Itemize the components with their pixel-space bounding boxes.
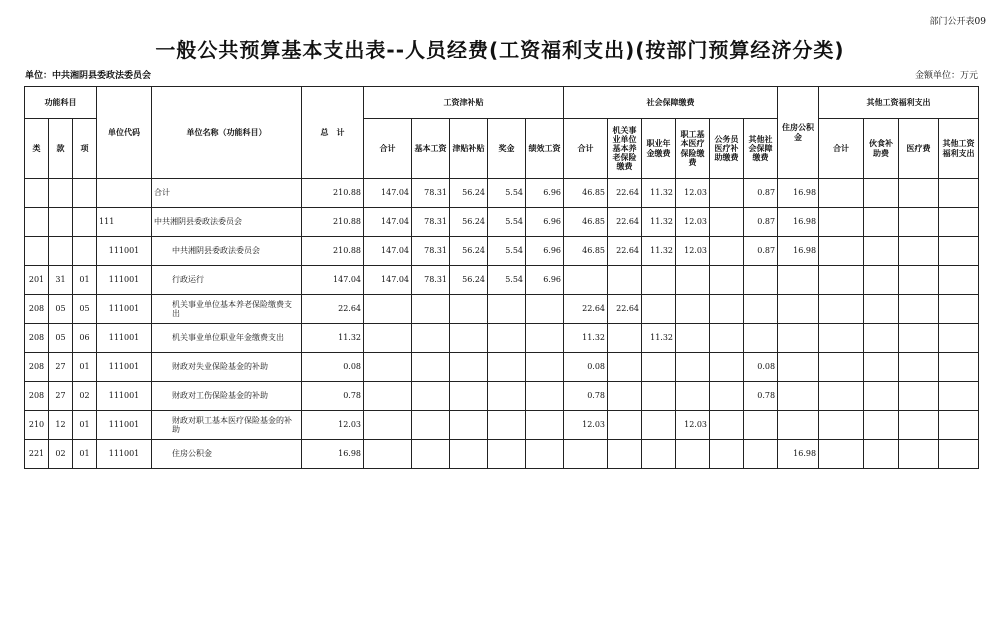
cell-xiang: 01 <box>73 411 97 440</box>
header-other-col: 伙食补助费 <box>864 119 899 179</box>
header-total: 总 计 <box>302 87 364 179</box>
cell-name: 中共湘阴县委政法委员会 <box>152 237 302 266</box>
cell-housing <box>778 266 819 295</box>
cell-kuan: 27 <box>49 353 73 382</box>
cell-s-other: 0.78 <box>744 382 778 411</box>
cell-s-other <box>744 324 778 353</box>
cell-w-bonus <box>488 353 526 382</box>
cell-o-total <box>819 237 864 266</box>
cell-s-other <box>744 411 778 440</box>
cell-total: 0.08 <box>302 353 364 382</box>
cell-w-allow <box>450 440 488 469</box>
table-row <box>25 324 979 353</box>
cell-code: 111001 <box>97 295 152 324</box>
cell-s-total: 0.78 <box>564 382 608 411</box>
header-wage-col: 绩效工资 <box>526 119 564 179</box>
cell-total: 16.98 <box>302 440 364 469</box>
cell-s-total: 0.08 <box>564 353 608 382</box>
cell-housing <box>778 324 819 353</box>
cell-kuan: 02 <box>49 440 73 469</box>
cell-s-total: 12.03 <box>564 411 608 440</box>
cell-w-perf <box>526 324 564 353</box>
cell-w-basic <box>412 411 450 440</box>
cell-w-total <box>364 295 412 324</box>
cell-o-other <box>939 353 979 382</box>
cell-o-other <box>939 208 979 237</box>
cell-s-civil <box>710 411 744 440</box>
cell-w-bonus: 5.54 <box>488 237 526 266</box>
cell-total: 0.78 <box>302 382 364 411</box>
cell-s-medical <box>676 324 710 353</box>
table-body <box>25 179 979 469</box>
cell-s-civil <box>710 237 744 266</box>
cell-w-perf <box>526 411 564 440</box>
cell-lei <box>25 237 49 266</box>
cell-w-bonus: 5.54 <box>488 266 526 295</box>
cell-w-bonus: 5.54 <box>488 179 526 208</box>
cell-w-perf <box>526 440 564 469</box>
header-social-col: 公务员医疗补助缴费 <box>710 119 744 179</box>
cell-s-total: 46.85 <box>564 208 608 237</box>
cell-code <box>97 179 152 208</box>
cell-code: 111001 <box>97 382 152 411</box>
cell-o-medical <box>899 324 939 353</box>
cell-xiang: 02 <box>73 382 97 411</box>
cell-o-total <box>819 179 864 208</box>
cell-w-basic <box>412 440 450 469</box>
cell-w-allow: 56.24 <box>450 237 488 266</box>
cell-s-other: 0.87 <box>744 208 778 237</box>
cell-w-allow <box>450 324 488 353</box>
cell-xiang: 01 <box>73 440 97 469</box>
cell-name: 财政对职工基本医疗保险基金的补助 <box>152 411 302 440</box>
unit-label: 单位：中共湘阴县委政法委员会 <box>25 71 152 81</box>
cell-kuan: 05 <box>49 295 73 324</box>
cell-name: 行政运行 <box>152 266 302 295</box>
cell-w-total: 147.04 <box>364 237 412 266</box>
cell-s-annuity: 11.32 <box>642 237 676 266</box>
cell-o-other <box>939 382 979 411</box>
cell-lei: 208 <box>25 382 49 411</box>
cell-s-pension <box>608 324 642 353</box>
cell-s-pension <box>608 382 642 411</box>
cell-s-civil <box>710 208 744 237</box>
cell-s-medical <box>676 353 710 382</box>
cell-lei: 201 <box>25 266 49 295</box>
cell-o-other <box>939 411 979 440</box>
cell-housing: 16.98 <box>778 208 819 237</box>
table-row <box>25 295 979 324</box>
header-social-col: 其他社会保障缴费 <box>744 119 778 179</box>
cell-s-annuity <box>642 353 676 382</box>
cell-s-total: 11.32 <box>564 324 608 353</box>
cell-s-other: 0.87 <box>744 179 778 208</box>
cell-name: 合计 <box>152 179 302 208</box>
cell-kuan: 27 <box>49 382 73 411</box>
cell-xiang: 05 <box>73 295 97 324</box>
cell-s-pension: 22.64 <box>608 208 642 237</box>
cell-o-other <box>939 266 979 295</box>
header-other-col: 合计 <box>819 119 864 179</box>
cell-lei <box>25 208 49 237</box>
cell-o-meal <box>864 440 899 469</box>
cell-w-bonus <box>488 440 526 469</box>
cell-o-total <box>819 324 864 353</box>
cell-w-basic <box>412 353 450 382</box>
cell-kuan: 31 <box>49 266 73 295</box>
cell-kuan <box>49 237 73 266</box>
cell-w-bonus <box>488 295 526 324</box>
cell-xiang <box>73 179 97 208</box>
cell-s-civil <box>710 440 744 469</box>
cell-s-other <box>744 295 778 324</box>
cell-w-basic <box>412 382 450 411</box>
cell-w-allow: 56.24 <box>450 266 488 295</box>
cell-s-pension: 22.64 <box>608 295 642 324</box>
cell-s-medical <box>676 382 710 411</box>
cell-o-meal <box>864 382 899 411</box>
cell-w-perf <box>526 382 564 411</box>
table-row <box>25 208 979 237</box>
cell-s-total <box>564 440 608 469</box>
cell-lei: 208 <box>25 324 49 353</box>
cell-code: 111001 <box>97 440 152 469</box>
cell-total: 12.03 <box>302 411 364 440</box>
cell-w-basic: 78.31 <box>412 208 450 237</box>
cell-w-allow <box>450 382 488 411</box>
cell-s-civil <box>710 353 744 382</box>
cell-name: 住房公积金 <box>152 440 302 469</box>
table-row <box>25 440 979 469</box>
cell-w-total <box>364 324 412 353</box>
cell-o-other <box>939 237 979 266</box>
cell-w-perf <box>526 295 564 324</box>
cell-s-other: 0.87 <box>744 237 778 266</box>
cell-o-meal <box>864 208 899 237</box>
cell-s-annuity <box>642 411 676 440</box>
cell-o-other <box>939 440 979 469</box>
cell-o-medical <box>899 440 939 469</box>
cell-code: 111001 <box>97 353 152 382</box>
cell-kuan: 12 <box>49 411 73 440</box>
cell-o-medical <box>899 266 939 295</box>
cell-w-total: 147.04 <box>364 208 412 237</box>
cell-s-annuity: 11.32 <box>642 208 676 237</box>
cell-housing: 16.98 <box>778 440 819 469</box>
cell-s-civil <box>710 324 744 353</box>
cell-o-other <box>939 179 979 208</box>
cell-s-medical <box>676 295 710 324</box>
cell-o-medical <box>899 237 939 266</box>
cell-o-meal <box>864 353 899 382</box>
cell-code: 111 <box>97 208 152 237</box>
cell-o-medical <box>899 353 939 382</box>
cell-w-allow <box>450 353 488 382</box>
table-row <box>25 382 979 411</box>
cell-w-perf: 6.96 <box>526 179 564 208</box>
cell-s-civil <box>710 382 744 411</box>
table-row <box>25 411 979 440</box>
cell-s-pension <box>608 353 642 382</box>
cell-kuan <box>49 179 73 208</box>
cell-s-medical: 12.03 <box>676 208 710 237</box>
cell-housing: 16.98 <box>778 237 819 266</box>
cell-s-other: 0.08 <box>744 353 778 382</box>
cell-s-medical <box>676 440 710 469</box>
cell-w-bonus: 5.54 <box>488 208 526 237</box>
cell-w-perf: 6.96 <box>526 237 564 266</box>
cell-s-medical: 12.03 <box>676 237 710 266</box>
cell-s-annuity <box>642 295 676 324</box>
cell-w-total: 147.04 <box>364 266 412 295</box>
cell-housing <box>778 295 819 324</box>
cell-o-total <box>819 440 864 469</box>
cell-w-bonus <box>488 382 526 411</box>
cell-w-total <box>364 411 412 440</box>
cell-w-allow: 56.24 <box>450 208 488 237</box>
header-unit-code: 单位代码 <box>97 87 152 179</box>
cell-w-basic: 78.31 <box>412 237 450 266</box>
cell-s-civil <box>710 295 744 324</box>
header-wage-col: 基本工资 <box>412 119 450 179</box>
cell-s-pension <box>608 440 642 469</box>
cell-kuan: 05 <box>49 324 73 353</box>
cell-s-annuity: 11.32 <box>642 324 676 353</box>
cell-xiang <box>73 237 97 266</box>
cell-name: 财政对失业保险基金的补助 <box>152 353 302 382</box>
header-wage-group: 工资津补贴 <box>364 87 564 119</box>
cell-code: 111001 <box>97 237 152 266</box>
cell-w-allow <box>450 295 488 324</box>
cell-w-total <box>364 382 412 411</box>
cell-w-basic <box>412 324 450 353</box>
header-kuan: 款 <box>49 119 73 179</box>
cell-lei: 208 <box>25 295 49 324</box>
cell-o-total <box>819 411 864 440</box>
cell-o-total <box>819 208 864 237</box>
cell-s-annuity: 11.32 <box>642 179 676 208</box>
cell-xiang: 06 <box>73 324 97 353</box>
header-housing: 住房公积金 <box>778 87 819 179</box>
cell-s-annuity <box>642 440 676 469</box>
cell-w-allow <box>450 411 488 440</box>
cell-o-meal <box>864 411 899 440</box>
cell-w-perf: 6.96 <box>526 208 564 237</box>
cell-s-total: 22.64 <box>564 295 608 324</box>
header-wage-col: 津贴补贴 <box>450 119 488 179</box>
cell-xiang <box>73 208 97 237</box>
cell-o-total <box>819 266 864 295</box>
cell-kuan <box>49 208 73 237</box>
cell-s-other <box>744 440 778 469</box>
header-func-subject: 功能科目 <box>25 87 97 119</box>
cell-xiang: 01 <box>73 266 97 295</box>
cell-total: 22.64 <box>302 295 364 324</box>
header-xiang: 项 <box>73 119 97 179</box>
cell-name: 机关事业单位基本养老保险缴费支出 <box>152 295 302 324</box>
cell-s-pension <box>608 411 642 440</box>
cell-o-meal <box>864 266 899 295</box>
header-other-group: 其他工资福利支出 <box>819 87 979 119</box>
header-social-col: 合计 <box>564 119 608 179</box>
cell-w-total <box>364 440 412 469</box>
cell-housing <box>778 411 819 440</box>
cell-name: 机关事业单位职业年金缴费支出 <box>152 324 302 353</box>
cell-o-medical <box>899 411 939 440</box>
cell-o-other <box>939 295 979 324</box>
cell-housing <box>778 353 819 382</box>
cell-o-medical <box>899 179 939 208</box>
cell-w-perf <box>526 353 564 382</box>
cell-name: 财政对工伤保险基金的补助 <box>152 382 302 411</box>
cell-xiang: 01 <box>73 353 97 382</box>
cell-w-basic <box>412 295 450 324</box>
cell-s-annuity <box>642 266 676 295</box>
cell-o-total <box>819 295 864 324</box>
cell-w-perf: 6.96 <box>526 266 564 295</box>
cell-w-total: 147.04 <box>364 179 412 208</box>
cell-total: 210.88 <box>302 208 364 237</box>
cell-s-other <box>744 266 778 295</box>
cell-o-meal <box>864 179 899 208</box>
amount-unit-label: 金额单位：万元 <box>914 71 978 81</box>
cell-s-medical <box>676 266 710 295</box>
cell-s-civil <box>710 179 744 208</box>
cell-w-basic: 78.31 <box>412 179 450 208</box>
cell-s-medical: 12.03 <box>676 179 710 208</box>
cell-w-bonus <box>488 324 526 353</box>
cell-o-medical <box>899 295 939 324</box>
cell-o-meal <box>864 324 899 353</box>
cell-housing: 16.98 <box>778 179 819 208</box>
cell-housing <box>778 382 819 411</box>
cell-s-pension: 22.64 <box>608 179 642 208</box>
cell-o-medical <box>899 208 939 237</box>
cell-s-annuity <box>642 382 676 411</box>
cell-w-allow: 56.24 <box>450 179 488 208</box>
cell-o-other <box>939 324 979 353</box>
table-row <box>25 179 979 208</box>
cell-w-basic: 78.31 <box>412 266 450 295</box>
cell-name: 中共湘阴县委政法委员会 <box>152 208 302 237</box>
header-social-col: 职工基本医疗保险缴费 <box>676 119 710 179</box>
header-other-col: 医疗费 <box>899 119 939 179</box>
header-unit-name: 单位名称（功能科目） <box>152 87 302 179</box>
cell-o-medical <box>899 382 939 411</box>
cell-o-meal <box>864 295 899 324</box>
cell-code: 111001 <box>97 411 152 440</box>
cell-lei <box>25 179 49 208</box>
cell-total: 147.04 <box>302 266 364 295</box>
budget-table <box>24 86 979 469</box>
header-lei: 类 <box>25 119 49 179</box>
cell-s-total: 46.85 <box>564 237 608 266</box>
cell-o-total <box>819 382 864 411</box>
cell-code: 111001 <box>97 324 152 353</box>
cell-o-total <box>819 353 864 382</box>
cell-s-total: 46.85 <box>564 179 608 208</box>
cell-lei: 221 <box>25 440 49 469</box>
header-social-col: 机关事业单位基本养老保险缴费 <box>608 119 642 179</box>
cell-total: 210.88 <box>302 237 364 266</box>
cell-code: 111001 <box>97 266 152 295</box>
cell-w-total <box>364 353 412 382</box>
cell-total: 210.88 <box>302 179 364 208</box>
cell-lei: 210 <box>25 411 49 440</box>
table-row <box>25 353 979 382</box>
header-wage-col: 奖金 <box>488 119 526 179</box>
cell-s-total <box>564 266 608 295</box>
table-row <box>25 266 979 295</box>
cell-lei: 208 <box>25 353 49 382</box>
table-header <box>25 87 979 179</box>
cell-w-bonus <box>488 411 526 440</box>
cell-s-pension: 22.64 <box>608 237 642 266</box>
header-other-col: 其他工资福利支出 <box>939 119 979 179</box>
cell-s-pension <box>608 266 642 295</box>
header-social-group: 社会保障缴费 <box>564 87 778 119</box>
cell-total: 11.32 <box>302 324 364 353</box>
cell-s-civil <box>710 266 744 295</box>
page-title: 一般公共预算基本支出表--人员经费(工资福利支出)(按部门预算经济分类) <box>155 38 845 62</box>
cell-s-medical: 12.03 <box>676 411 710 440</box>
header-social-col: 职业年金缴费 <box>642 119 676 179</box>
table-number-label: 部门公开表09 <box>929 17 986 27</box>
header-wage-col: 合计 <box>364 119 412 179</box>
cell-o-meal <box>864 237 899 266</box>
table-row <box>25 237 979 266</box>
